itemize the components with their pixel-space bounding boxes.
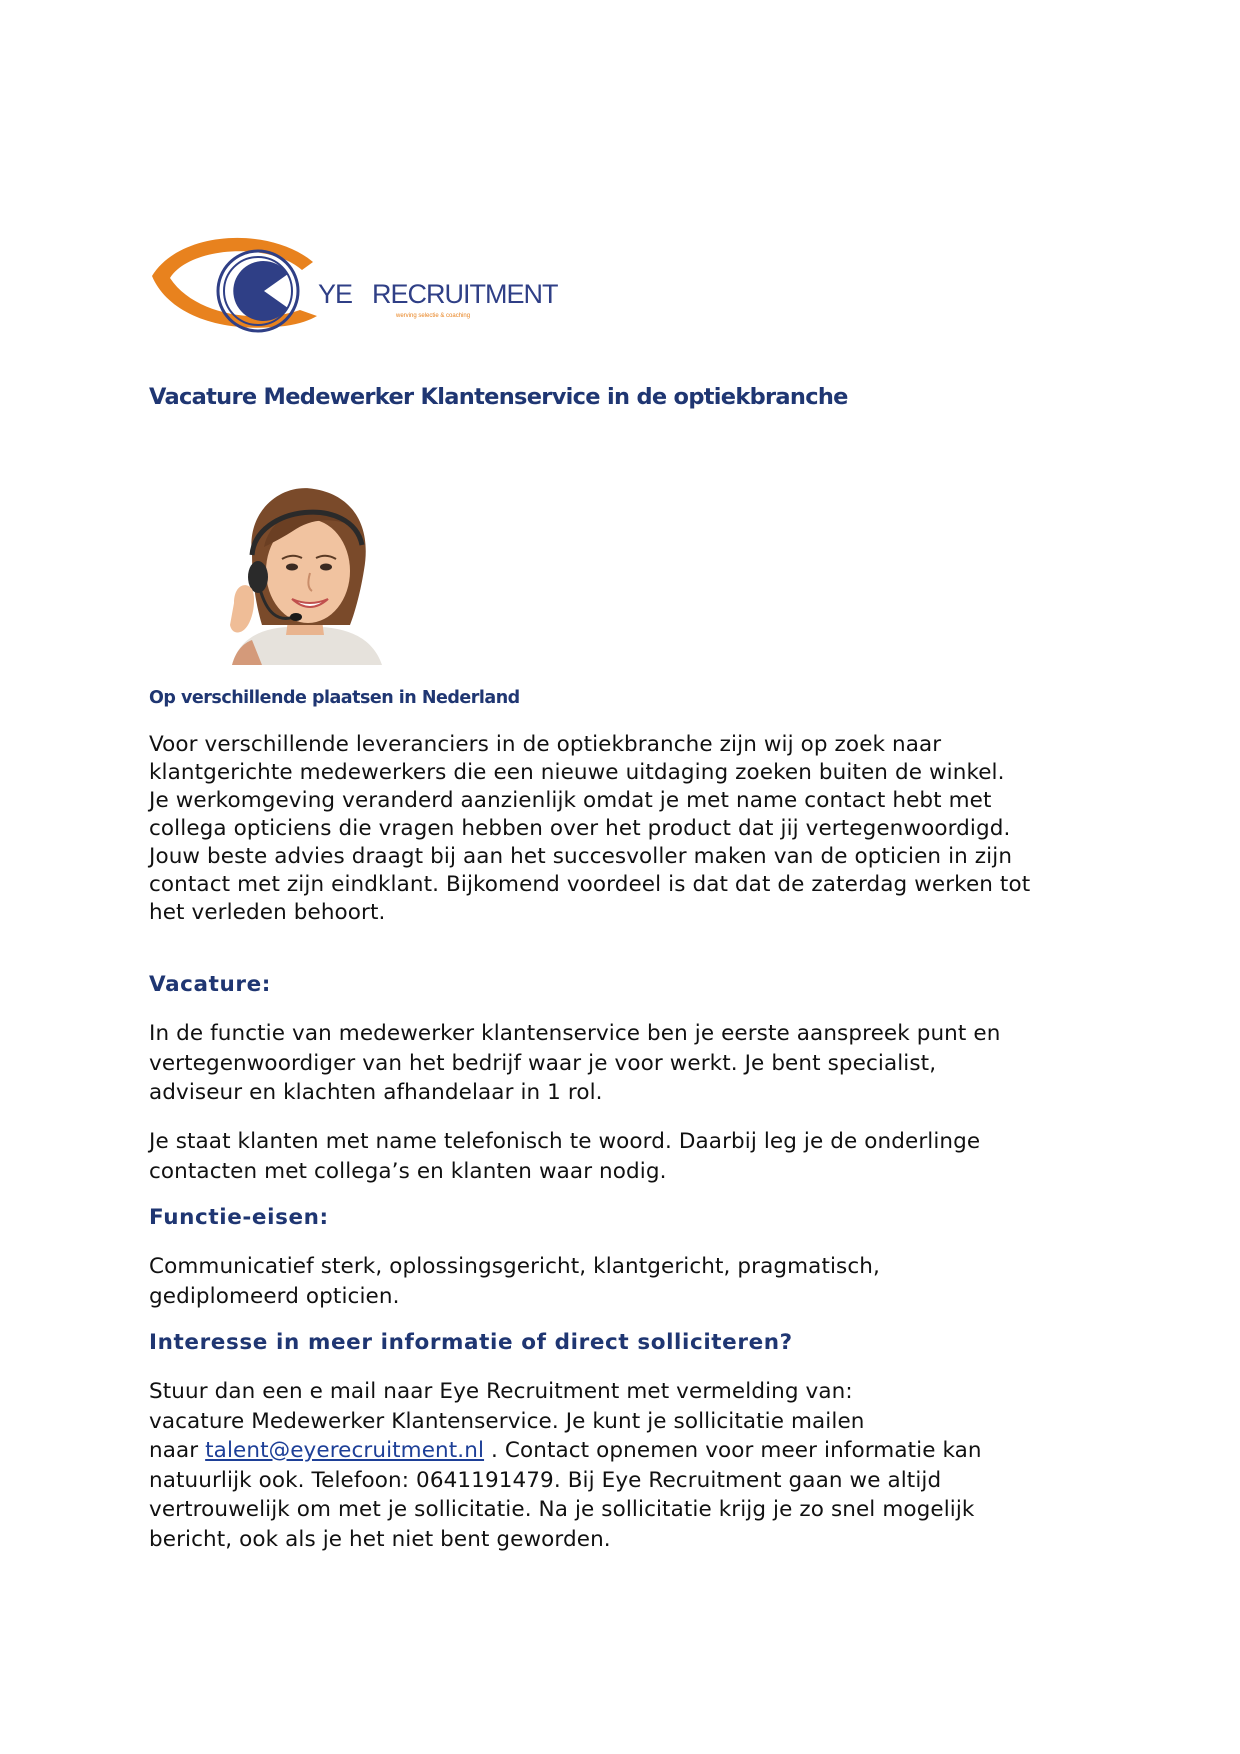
text-line: contacten met collega’s en klanten waar nodig. bbox=[149, 1158, 667, 1184]
text-fragment: . Contact opnemen voor meer informatie kan bbox=[484, 1438, 982, 1463]
interesse-heading: Interesse in meer informatie of direct solliciteren? bbox=[149, 1330, 793, 1355]
text-line: Communicatief sterk, oplossingsgericht, klantgericht, pragmatisch, bbox=[149, 1254, 880, 1279]
functie-eisen-paragraph bbox=[149, 1252, 880, 1311]
text-line: natuurlijk ook. Telefoon: 0641191479. Bij Eye Recruitment gaan we altijd bbox=[149, 1467, 942, 1493]
vacature-heading: Vacature: bbox=[149, 972, 271, 997]
text-line: klantgerichte medewerkers die een nieuwe uitdaging zoeken buiten de winkel. bbox=[149, 760, 1005, 785]
text-line: bericht, ook als je het niet bent geworden. bbox=[149, 1526, 611, 1552]
text-line: Jouw beste advies draagt bij aan het succesvoller maken van de opticien in zijn bbox=[149, 844, 1013, 869]
vacature-paragraph-2 bbox=[149, 1127, 980, 1186]
text-line: Voor verschillende leveranciers in de optiekbranche zijn wij op zoek naar bbox=[149, 732, 942, 757]
text-line: Je werkomgeving veranderd aanzienlijk omdat je met name contact hebt met bbox=[149, 788, 992, 813]
text-line: vertrouwelijk om met je sollicitatie. Na je sollicitatie krijg je zo snel mogelijk bbox=[149, 1497, 975, 1522]
logo-ye: YE bbox=[318, 279, 353, 309]
page-title: Vacature Medewerker Klantenservice in de optiekbranche bbox=[149, 384, 848, 410]
text-fragment: naar bbox=[149, 1438, 206, 1463]
headset-agent-icon bbox=[222, 485, 387, 665]
eye-recruitment-logo bbox=[150, 236, 558, 351]
text-line: Je staat klanten met name telefonisch te woord. Daarbij leg je de onderlinge bbox=[149, 1129, 981, 1154]
text-line: het verleden behoort. bbox=[149, 900, 386, 925]
text-line: vertegenwoordiger van het bedrijf waar je voor werkt. Je bent specialist, bbox=[149, 1050, 937, 1076]
email-link[interactable]: talent@eyerecruitment.nl bbox=[205, 1438, 485, 1463]
text-line: contact met zijn eindklant. Bijkomend voordeel is dat dat de zaterdag werken tot bbox=[149, 872, 1031, 897]
functie-eisen-heading: Functie-eisen: bbox=[149, 1205, 329, 1230]
text-line: vacature Medewerker Klantenservice. Je kunt je sollicitatie mailen bbox=[149, 1408, 865, 1434]
text-line: collega opticiens die vragen hebben over het product dat jij vertegenwoordigd. bbox=[149, 816, 1011, 841]
contact-paragraph bbox=[149, 1377, 982, 1554]
vacature-paragraph-1 bbox=[149, 1019, 1000, 1108]
intro-paragraph bbox=[149, 731, 1030, 927]
text-line: gediplomeerd opticien. bbox=[149, 1283, 400, 1309]
text-line: In de functie van medewerker klantenservice ben je eerste aanspreek punt en bbox=[149, 1021, 1001, 1046]
text-line-with-email bbox=[149, 1436, 982, 1466]
text-line: Stuur dan een e mail naar Eye Recruitment met vermelding van: bbox=[149, 1379, 853, 1404]
logo-recruitment: RECRUITMENT bbox=[372, 279, 558, 309]
logo-tagline: werving selectie & coaching bbox=[396, 313, 471, 319]
location-subtitle: Op verschillende plaatsen in Nederland bbox=[149, 688, 520, 708]
headset-agent-photo bbox=[222, 485, 387, 665]
text-line: adviseur en klachten afhandelaar in 1 rol. bbox=[149, 1080, 603, 1105]
